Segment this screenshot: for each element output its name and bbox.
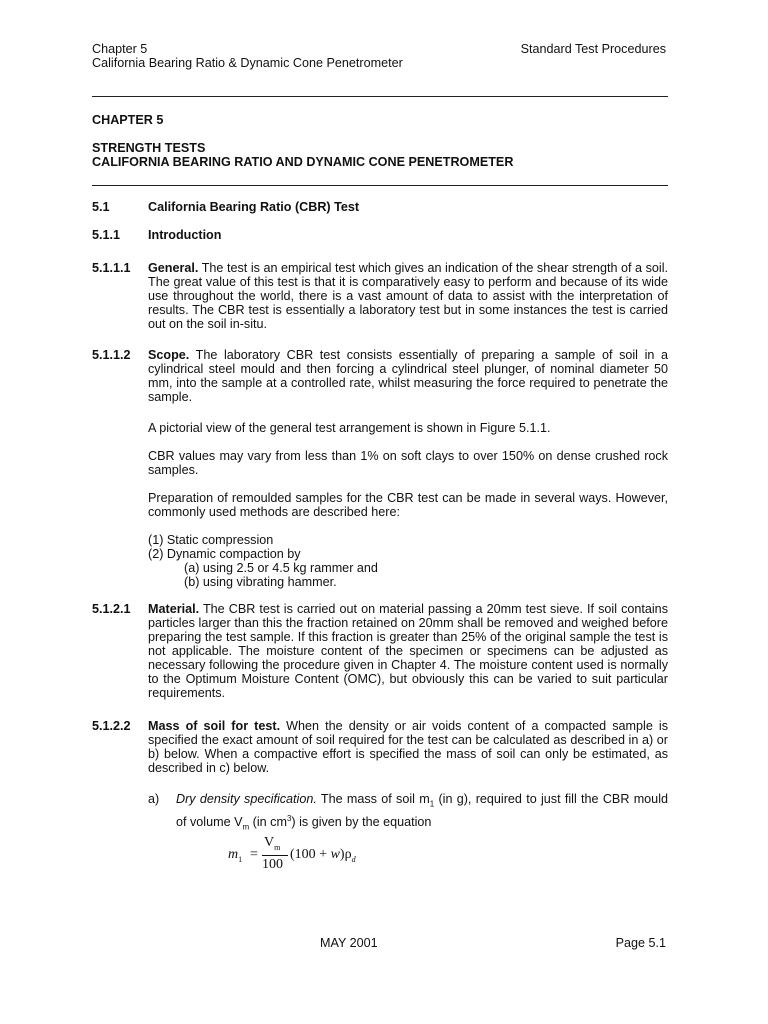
list-item: (b) using vibrating hammer.	[184, 575, 337, 589]
chapter-label: CHAPTER 5	[92, 113, 164, 127]
equation-lhs: $m_1$	[228, 847, 243, 864]
clause-mass-lead: Mass of soil for test.	[148, 719, 281, 733]
item-a-paragraph	[176, 792, 668, 834]
list-item: (1) Static compression	[148, 533, 274, 547]
clause-material-lead: Material.	[148, 602, 200, 616]
clause-scope-lead: Scope.	[148, 348, 190, 362]
section-number: 5.1	[92, 200, 110, 214]
equation-rest: $(100 + w)\rho_d$	[290, 847, 356, 864]
clause-number-material: 5.1.2.1	[92, 602, 131, 616]
item-a-lead: Dry density specification.	[176, 792, 317, 806]
clause-scope-text: The laboratory CBR test consists essentially of preparing a sample of soil in a cylindrical steel mould and then forcing a cylindrical steel plunger, of nominal diameter 50 mm, into the sample at a controlled rate, whilst measuring the force required to penetrate the sample.	[148, 348, 668, 404]
item-a-subscript: 1	[429, 799, 435, 809]
chapter-title-line2: CALIFORNIA BEARING RATIO AND DYNAMIC CONE PENETROMETER	[92, 155, 514, 169]
clause-number-general: 5.1.1.1	[92, 261, 131, 275]
scope-paragraph-preparation: Preparation of remoulded samples for the CBR test can be made in several ways. However, commonly used methods are described here:	[148, 491, 668, 519]
equation-denominator: 100	[262, 857, 283, 872]
clause-general-text: The test is an empirical test which gives an indication of the shear strength of a soil. The great value of this test is that it is comparatively easy to perform and because of its wide use throughout the world, there is a vast amount of data to assist with the interpretation of results. The CBR test is essentially a laboratory test but in some instances the test is carried out on the soil in-situ.	[148, 261, 668, 331]
clause-scope	[148, 348, 668, 404]
preparation-methods-list	[148, 533, 378, 589]
list-item: (a) using 2.5 or 4.5 kg rammer and	[184, 561, 378, 575]
item-a-text: (in g), required to just fill the CBR mould of volume V	[176, 792, 668, 829]
item-a-text: The mass of soil m	[316, 792, 430, 806]
item-a-subscript: m	[242, 822, 250, 832]
header-right: Standard Test Procedures	[520, 42, 666, 56]
clause-mass-text: When the density or air voids content of a compacted sample is specified the exact amount of soil required for the test can be calculated as described in a) or b) below. When a compactive effort is specified the mass of soil can only be estimated, as described in c) below.	[148, 719, 668, 775]
header-rule	[92, 96, 668, 97]
clause-number-mass: 5.1.2.2	[92, 719, 131, 733]
list-item: (2) Dynamic compaction by	[148, 547, 301, 561]
chapter-title-line1: STRENGTH TESTS	[92, 141, 206, 155]
chapter-rule	[92, 185, 668, 186]
scope-paragraph-cbr-values: CBR values may vary from less than 1% on soft clays to over 150% on dense crushed rock samples.	[148, 449, 668, 477]
clause-general	[148, 261, 668, 331]
section-title: California Bearing Ratio (CBR) Test	[148, 200, 360, 214]
header-chapter: Chapter 5	[92, 42, 148, 56]
footer-page-number: Page 5.1	[615, 936, 666, 950]
clause-mass	[148, 719, 668, 775]
header-subtitle: California Bearing Ratio & Dynamic Cone Penetrometer	[92, 56, 403, 70]
subsection-title: Introduction	[148, 228, 222, 242]
equation-equals: =	[250, 847, 258, 862]
equation-mass	[228, 835, 388, 876]
equation-numerator: $V_m$	[264, 835, 281, 852]
scope-paragraph-figure: A pictorial view of the general test arrangement is shown in Figure 5.1.1.	[148, 421, 551, 435]
clause-material	[148, 602, 668, 700]
clause-material-text: The CBR test is carried out on material passing a 20mm test sieve. If soil contains particles larger than this the fraction retained on 20mm shall be removed and weighed before preparing the test sample. If this fraction is greater than 25% of the original sample the test is not applicable. The moisture content of the specimen or specimens can be adjusted as necessary following the procedure given in Chapter 4. The moisture content used is normally to the Optimum Moisture Content (OMC), but obviously this can be varied to suit particular requirements.	[148, 602, 668, 700]
subsection-number: 5.1.1	[92, 228, 121, 242]
clause-general-lead: General.	[148, 261, 199, 275]
footer-date: MAY 2001	[320, 936, 378, 950]
fraction-bar	[262, 855, 288, 856]
item-a-label: a)	[148, 792, 160, 806]
item-a-text: (in cm	[249, 814, 287, 829]
item-a-superscript: 3	[286, 813, 292, 823]
clause-number-scope: 5.1.1.2	[92, 348, 131, 362]
item-a-text: ) is given by the equation	[291, 814, 432, 829]
